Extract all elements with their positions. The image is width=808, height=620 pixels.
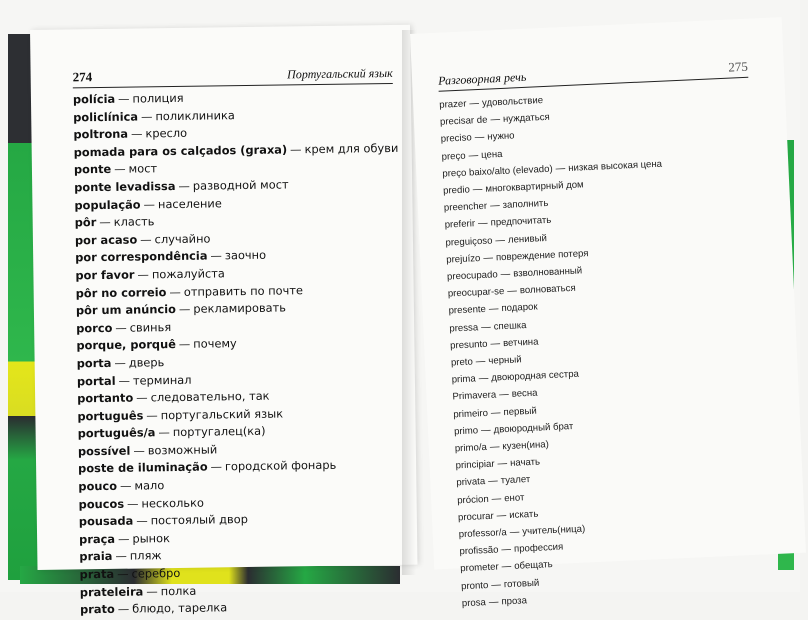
entry-dash: — (483, 252, 494, 264)
entry-word: preocupado (446, 269, 498, 283)
right-page-number: 275 (727, 58, 749, 75)
entry-word: pousada (78, 513, 134, 529)
right-running-title: Разговорная речь (437, 69, 527, 88)
entry-dash: — (469, 97, 480, 110)
entry-translation: профессия (513, 541, 564, 556)
entry-word: presente (448, 304, 487, 317)
entry-translation: рынок (132, 530, 171, 546)
entry-dash: — (178, 178, 190, 193)
entry-translation: полка (160, 583, 197, 598)
entry-translation: весна (511, 388, 538, 401)
entry-dash: — (210, 248, 222, 263)
entry-word: porque, porquê (76, 337, 176, 353)
entry-dash: — (474, 132, 485, 144)
entry-translation: кресло (145, 126, 188, 141)
entry-word: por favor (75, 267, 135, 283)
entry-translation: рекламировать (193, 300, 287, 316)
entry-dash: — (115, 549, 127, 564)
entry-word: português (77, 408, 144, 424)
entry-dash: — (480, 321, 492, 333)
entry-word: preciso (440, 132, 472, 146)
entry-dash: — (480, 424, 491, 437)
entry-dash: — (118, 373, 131, 388)
entry-word: presunto (449, 338, 488, 352)
entry-dash: — (495, 234, 506, 246)
entry-dash: — (488, 303, 499, 316)
entry-translation: ленивый (507, 232, 548, 246)
entry-translation: пожалуйста (151, 266, 225, 282)
entry-dash: — (490, 114, 501, 126)
entry-word: primo (453, 425, 479, 438)
entry-word: pronto (460, 579, 489, 592)
entry-translation: заочно (224, 248, 267, 263)
entry-dash: — (115, 320, 127, 335)
entry-translation: следовательно, так (150, 388, 270, 405)
entry-word: poucos (78, 496, 125, 512)
entry-word: primeiro (453, 407, 489, 421)
entry-word: prata (79, 566, 115, 582)
entry-dash: — (210, 459, 223, 474)
entry-translation: постоялый двор (150, 512, 248, 528)
entry-translation: обещать (514, 559, 553, 573)
entry-word: poste de iluminação (78, 460, 208, 476)
entry-dash: — (117, 566, 129, 581)
entry-translation: цена (480, 148, 503, 161)
entry-translation: двоюродный брат (493, 420, 574, 436)
entry-dash: — (117, 531, 130, 546)
entry-dash: — (146, 407, 158, 423)
entry-translation: заполнить (502, 198, 549, 212)
entry-word: pouco (78, 478, 118, 494)
entry-translation: возможный (147, 442, 218, 458)
entry-dash: — (489, 441, 500, 453)
left-page-number: 274 (72, 69, 93, 85)
entry-translation: учитель(ница) (522, 523, 586, 538)
entry-translation: нужно (487, 130, 515, 144)
entry-translation: ветчина (502, 336, 539, 349)
entry-translation: городской фонарь (224, 458, 337, 474)
entry-word: prometer (460, 562, 499, 575)
entry-word: porco (76, 320, 113, 336)
entry-word: pôr um anúncio (75, 302, 177, 318)
entry-translation: предпочитать (490, 215, 552, 229)
entry-translation: начать (509, 456, 541, 470)
entry-word: procurar (457, 510, 494, 524)
entry-translation: класть (113, 214, 155, 230)
entry-word: ponte levadissa (74, 178, 176, 195)
entry-word: prosa (461, 597, 487, 610)
entry-translation: дверь (128, 355, 165, 370)
entry-word: preguiçoso (445, 235, 493, 249)
entry-word: privata (456, 476, 486, 489)
entry-word: pressa (449, 321, 479, 335)
entry-word: pôr no correio (75, 284, 167, 300)
entry-dash: — (130, 126, 143, 141)
right-entry-list (439, 82, 792, 613)
entry-translation: отправить по почте (183, 282, 304, 299)
entry-word: profissão (459, 544, 499, 558)
entry-dash: — (501, 561, 512, 573)
entry-word: Primavera (452, 389, 497, 403)
entry-word: preço (441, 150, 466, 163)
entry-dash: — (178, 301, 191, 317)
entry-dash: — (509, 526, 520, 539)
entry-word: polícia (72, 91, 116, 107)
entry-translation: полиция (132, 90, 184, 106)
entry-word: por acaso (74, 232, 138, 248)
entry-word: principiar (455, 458, 495, 472)
entry-dash: — (140, 232, 152, 247)
entry-translation: туалет (500, 474, 531, 487)
entry-dash: — (472, 183, 483, 196)
entry-translation: терминал (132, 372, 192, 388)
entry-dash: — (498, 389, 510, 401)
right-page (410, 17, 806, 610)
entry-word: preferir (444, 218, 476, 232)
entry-dash: — (118, 91, 130, 106)
entry-translation: проза (501, 595, 528, 608)
entry-word: preencher (443, 200, 488, 214)
entry-dash: — (143, 196, 156, 211)
entry-word: predio (442, 184, 471, 197)
entry-translation: искать (509, 508, 539, 521)
entry-translation: нуждаться (502, 111, 550, 126)
left-entry-list (73, 87, 410, 619)
entry-dash: — (507, 285, 518, 298)
entry-translation: кузен(ина) (502, 439, 550, 453)
entry-word: professor/a (458, 527, 507, 541)
entry-translation: свинья (129, 319, 172, 335)
entry-dash: — (478, 373, 489, 385)
entry-dash: — (489, 200, 500, 212)
entry-dash: — (490, 338, 501, 350)
entry-translation: удовольствие (481, 95, 544, 109)
entry-word: ponte (73, 162, 112, 177)
entry-translation: многоквартирный дом (485, 179, 584, 195)
entry-word: preto (450, 356, 474, 369)
entry-dash: — (468, 149, 479, 162)
entry-dash: — (555, 162, 566, 175)
left-page-header (73, 65, 393, 88)
dictionary-entry (80, 597, 410, 619)
entry-translation: енот (503, 491, 525, 504)
entry-dash: — (99, 215, 111, 230)
entry-translation: черный (488, 354, 522, 367)
entry-translation: поликлиника (155, 107, 235, 123)
entry-dash: — (136, 390, 148, 405)
entry-translation: случайно (154, 231, 211, 247)
entry-translation: население (157, 195, 222, 211)
entry-translation: почему (193, 336, 237, 352)
entry-word: praça (79, 531, 116, 547)
entry-translation: взволнованный (513, 265, 583, 280)
entry-dash: — (490, 406, 501, 419)
entry-dash: — (475, 355, 486, 368)
entry-dash: — (477, 218, 488, 230)
entry-word: prazer (439, 98, 467, 111)
entry-word: prejuízo (446, 252, 481, 266)
entry-translation: подарок (501, 301, 538, 315)
entry-translation: повреждение потеря (495, 247, 589, 264)
entry-word: pôr (74, 215, 97, 230)
entry-word: possível (77, 443, 131, 459)
entry-word: prima (451, 373, 476, 386)
entry-dash: — (114, 162, 126, 177)
entry-translation: двоюродная сестра (491, 368, 580, 384)
entry-translation: первый (503, 405, 537, 418)
entry-dash: — (119, 478, 132, 493)
entry-word: pomada para os calçados (graxa) (73, 142, 288, 160)
entry-dash: — (140, 108, 153, 124)
entry-dash: — (488, 596, 499, 608)
entry-word: português/a (77, 425, 156, 441)
entry-dash: — (169, 284, 181, 299)
entry-word: porta (76, 355, 112, 371)
entry-word: portanto (77, 390, 134, 406)
entry-translation: крем для обуви (304, 140, 399, 156)
entry-word: prócion (456, 493, 489, 507)
entry-translation: волноваться (519, 282, 576, 297)
entry-dash: — (290, 142, 302, 157)
entry-translation: мост (128, 161, 158, 177)
entry-translation: несколько (141, 495, 204, 511)
left-page (30, 25, 418, 617)
entry-word: precisar de (439, 114, 488, 128)
entry-dash: — (158, 425, 170, 440)
entry-word: por correspondência (75, 248, 208, 265)
entry-word: portal (76, 373, 116, 388)
entry-dash: — (497, 458, 508, 470)
entry-word: policlínica (73, 109, 139, 124)
entry-translation: пляж (129, 548, 162, 564)
entry-dash: — (146, 583, 158, 599)
entry-word: praia (79, 549, 113, 564)
entry-word: prato (79, 602, 115, 617)
entry-dash: — (117, 601, 130, 617)
entry-dash: — (491, 579, 502, 591)
entry-word: preocupar-se (447, 286, 505, 300)
entry-translation: низкая высокая цена (568, 158, 663, 174)
left-running-title: Португальский язык (287, 65, 393, 82)
entry-translation: португальский язык (160, 406, 284, 422)
entry-translation: мало (134, 478, 165, 493)
entry-translation: спешка (493, 319, 527, 333)
entry-word: preço baixo/alto (elevado) (442, 163, 553, 180)
entry-translation: португалец(ка) (172, 424, 266, 440)
entry-word: primo/a (454, 442, 488, 455)
entry-dash: — (126, 496, 139, 511)
entry-translation: блюдо, тарелка (132, 600, 228, 616)
entry-translation: серебро (131, 565, 181, 581)
entry-dash: — (136, 513, 148, 528)
entry-word: população (74, 197, 141, 212)
entry-translation: готовый (503, 577, 540, 590)
entry-dash: — (491, 493, 502, 505)
entry-translation: разводной мост (192, 177, 289, 193)
entry-dash: — (496, 510, 507, 522)
entry-word: poltrona (73, 126, 129, 142)
entry-dash: — (178, 337, 191, 352)
entry-dash: — (133, 443, 145, 458)
entry-dash: — (114, 355, 126, 370)
entry-dash: — (501, 544, 512, 556)
entry-word: prateleira (79, 584, 144, 599)
entry-dash: — (487, 475, 499, 488)
entry-dash: — (500, 268, 511, 281)
entry-dash: — (137, 267, 149, 282)
